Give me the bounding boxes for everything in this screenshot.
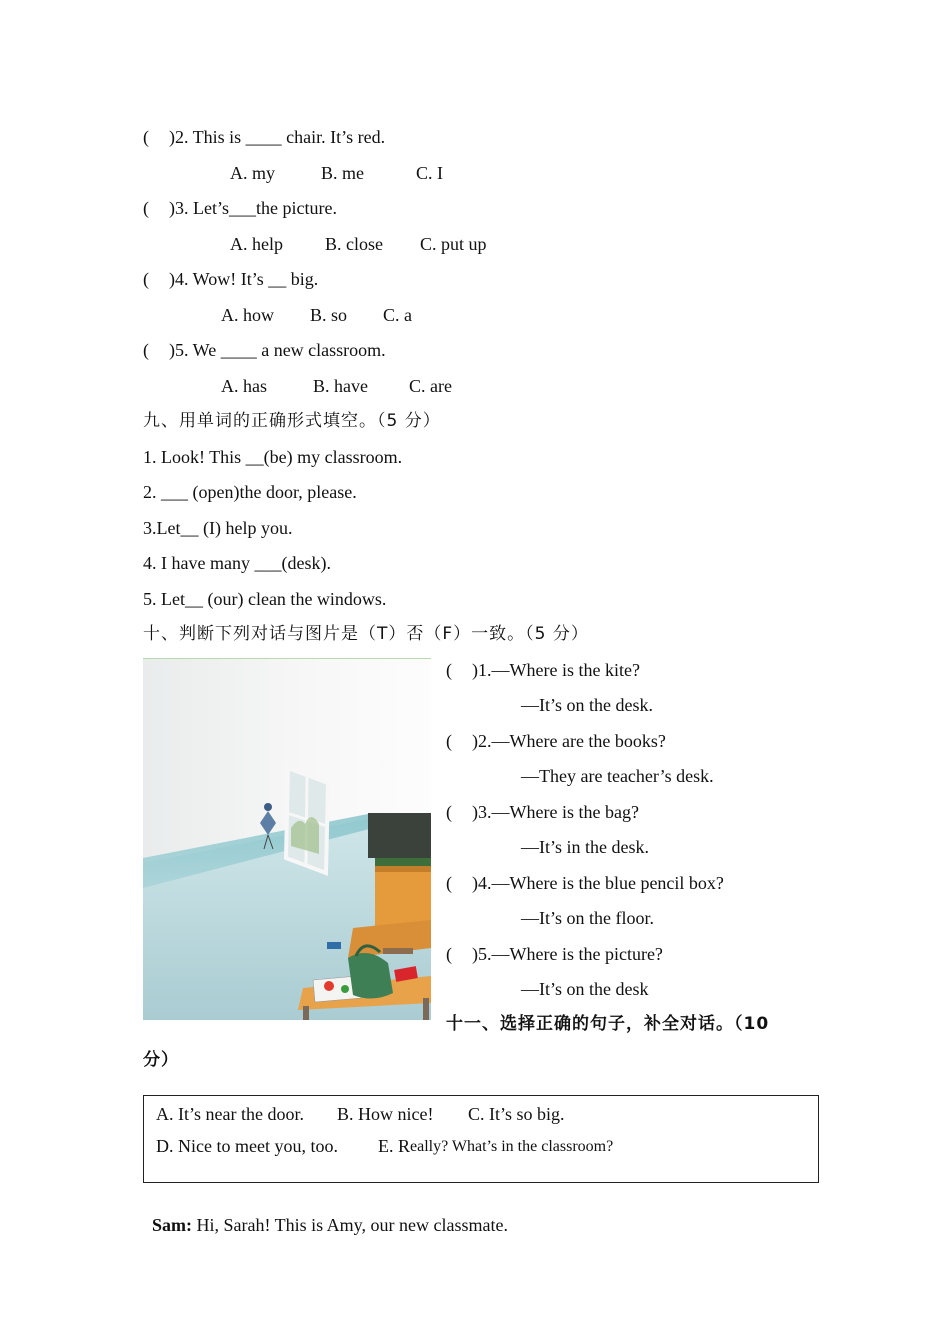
section10-q5: )5.—Where is the picture?: [472, 944, 663, 964]
mc-q3-stem: )3. Let’s___the picture.: [169, 198, 337, 218]
option-e-prefix: E. R: [378, 1136, 411, 1156]
mc-q5-option-c: C. are: [409, 376, 452, 396]
mc-q5-option-b: B. have: [313, 376, 368, 396]
section10-q3: )3.—Where is the bag?: [472, 802, 639, 822]
section10-q4-paren: (: [446, 873, 452, 893]
classroom-picture: [143, 658, 431, 1020]
mc-q3-option-b: B. close: [325, 234, 383, 254]
section10-q1-paren: (: [446, 660, 452, 680]
dialogue-line-1: [143, 1192, 508, 1236]
section10-heading: 十、判断下列对话与图片是（T）否（F）一致。（5 分）: [143, 624, 589, 644]
section9-item-1: 1. Look! This __(be) my classroom.: [143, 447, 403, 467]
option-b: B. How nice!: [337, 1104, 434, 1124]
section10-q2: )2.—Where are the books?: [472, 731, 666, 751]
section10-q4: )4.—Where is the blue pencil box?: [472, 873, 724, 893]
section10-q1: )1.—Where is the kite?: [472, 660, 640, 680]
section10-a3: —It’s in the desk.: [521, 837, 649, 857]
section9-item-5: 5. Let__ (our) clean the windows.: [143, 589, 387, 609]
dialogue-speaker: Sam:: [152, 1215, 192, 1235]
section11-heading-score: 分）: [143, 1050, 179, 1070]
mc-q2-stem: )2. This is ____ chair. It’s red.: [169, 127, 386, 147]
option-d: D. Nice to meet you, too.: [156, 1136, 338, 1156]
section9-item-3: 3.Let__ (I) help you.: [143, 518, 293, 538]
section10-q2-paren: (: [446, 731, 452, 751]
mc-q4-option-c: C. a: [383, 305, 412, 325]
mc-q3-paren: (: [143, 198, 149, 218]
section11-heading: 十一、选择正确的句子，补全对话。（10: [446, 1014, 770, 1034]
option-e: eally? What’s in the classroom?: [410, 1138, 614, 1155]
mc-q4-paren: (: [143, 269, 149, 289]
mc-q4-stem: )4. Wow! It’s __ big.: [169, 269, 319, 289]
dialogue-text: Hi, Sarah! This is Amy, our new classmate.: [192, 1215, 508, 1235]
mc-q2-option-c: C. I: [416, 163, 443, 183]
mc-q2-paren: (: [143, 127, 149, 147]
mc-q4-option-a: A. how: [221, 305, 274, 325]
section10-a2: —They are teacher’s desk.: [521, 766, 714, 786]
option-c: C. It’s so big.: [468, 1104, 565, 1124]
section10-a5: —It’s on the desk: [521, 979, 649, 999]
mc-q2-option-b: B. me: [321, 163, 364, 183]
mc-q3-option-a: A. help: [230, 234, 283, 254]
section10-a4: —It’s on the floor.: [521, 908, 654, 928]
section9-heading: 九、用单词的正确形式填空。（5 分）: [143, 411, 441, 431]
section9-item-4: 4. I have many ___(desk).: [143, 553, 331, 573]
mc-q3-option-c: C. put up: [420, 234, 487, 254]
option-a: A. It’s near the door.: [156, 1104, 304, 1124]
section10-q5-paren: (: [446, 944, 452, 964]
mc-q2-option-a: A. my: [230, 163, 275, 183]
mc-q5-option-a: A. has: [221, 376, 267, 396]
section9-item-2: 2. ___ (open)the door, please.: [143, 482, 357, 502]
mc-q4-option-b: B. so: [310, 305, 348, 325]
section10-q3-paren: (: [446, 802, 452, 822]
mc-q5-stem: )5. We ____ a new classroom.: [169, 340, 386, 360]
mc-q5-paren: (: [143, 340, 149, 360]
section10-a1: —It’s on the desk.: [521, 695, 653, 715]
